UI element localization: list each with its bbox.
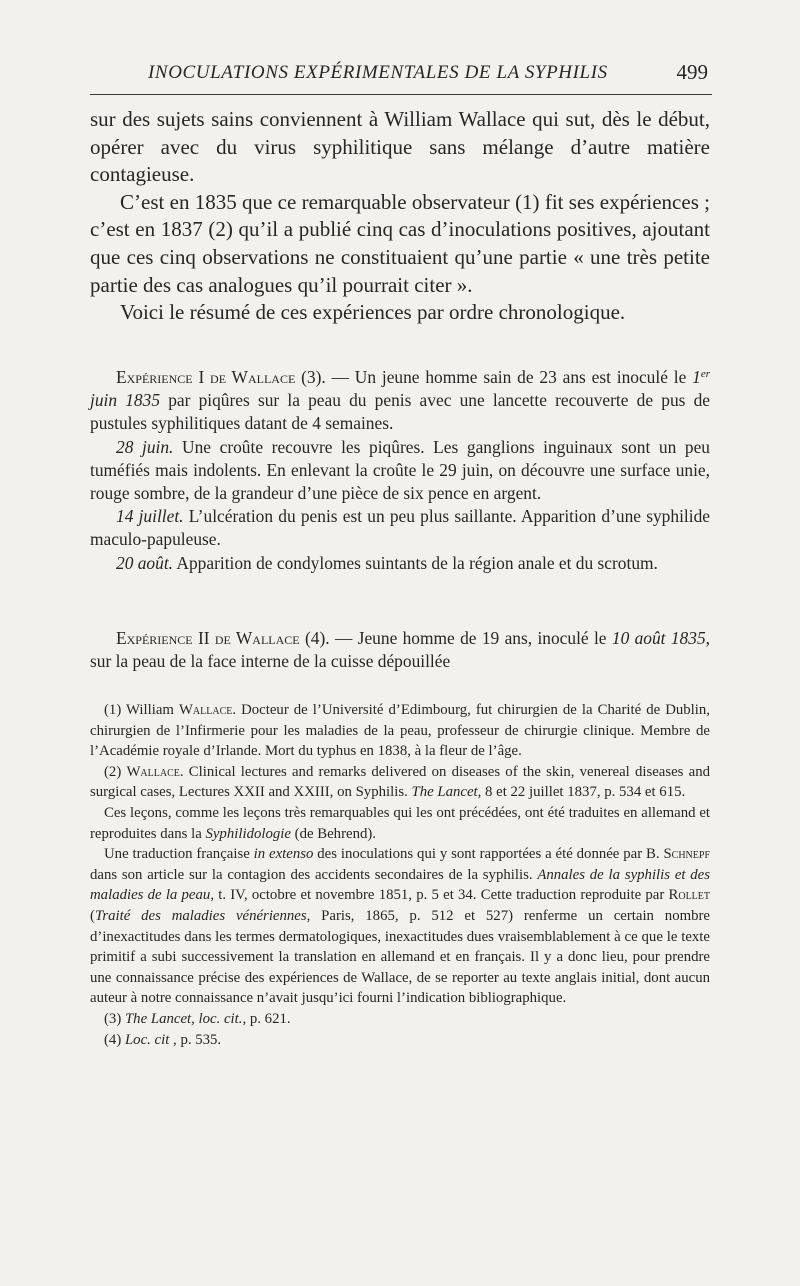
footnote-1-number: (1) William	[104, 702, 179, 718]
experience-2-text: — Jeune homme de 19 ans, inoculé le	[329, 628, 612, 648]
experience-2-paragraph-1	[90, 627, 710, 673]
footnote-2-text-a: . Clinical lectures and remarks delivered on diseases of the skin, venereal diseases and surgical cases, Lectures XXII and XXIII, on Syphilis.	[90, 763, 710, 801]
experience-1-text-d: L’ulcération du penis est un peu plus saillante. Apparition d’une syphilide maculo-papuleuse.	[90, 506, 710, 550]
footnote-2-continued-2	[90, 844, 710, 1009]
footnote-2-journal: The Lancet	[411, 784, 478, 801]
footnote-2-p3-text-b: des inoculations qui y sont rapportées a été donnée par B.	[313, 846, 664, 863]
footnote-2-p3-annales: Annales de la syphilis et des maladies de la peau	[90, 866, 711, 904]
footnote-3	[90, 1009, 710, 1030]
intro-text	[90, 106, 710, 327]
experience-1-text: — Un jeune homme sain de 23 ans est inoculé le	[325, 367, 693, 387]
footnote-2-p3-rollet: Rollet	[668, 887, 711, 904]
footnote-2	[90, 762, 710, 803]
experience-1-text-b: par piqûres sur la peau du penis avec une lancette recouverte de pus de pustules syphilitiques datant de 4 semaines.	[90, 390, 710, 434]
footnote-4	[90, 1030, 710, 1051]
footnote-4-text: , p. 535.	[169, 1031, 222, 1048]
footnote-3-source: The Lancet, loc. cit.	[124, 1010, 243, 1027]
experience-1-text-e: Apparition de condylomes suintants de la région anale et du scrotum.	[173, 552, 658, 573]
experience-2-text-b: , sur la peau de la face interne de la cuisse dépouillée	[90, 628, 710, 672]
intro-paragraph-1: sur des sujets sains conviennent à William Wallace qui sut, dès le début, opérer avec du virus syphilitique sans mélange d’autre matière contagieuse.	[90, 107, 710, 187]
experience-2-date-1: 10 août 1835	[611, 628, 706, 648]
footnote-1	[90, 700, 710, 762]
experience-1-heading: Expérience I de Wallace	[116, 367, 296, 387]
footnote-4-source: Loc. cit	[124, 1031, 170, 1048]
footnote-2-p3-text-a: Une traduction française	[104, 846, 254, 863]
experience-1-paragraph-4	[90, 552, 710, 575]
experience-1-paragraph-2	[90, 436, 710, 506]
experience-2	[90, 627, 710, 673]
footnote-2-p3-extenso: in extenso	[253, 846, 314, 863]
page-header	[90, 54, 712, 95]
intro-paragraph-2: C’est en 1835 que ce remarquable observateur (1) fit ses expériences ; c’est en 1837 (2) qu’il a publié cinq cas d’inoculations positives, ajoutant que ces cinq observations ne constituaient qu’une partie « une très petite partie des cas analogues qu’il pourrait citer ».	[90, 189, 710, 297]
experience-1	[90, 366, 710, 575]
intro-paragraph-3: Voici le résumé de ces expériences par ordre chronologique.	[120, 300, 626, 325]
experience-2-heading: Expérience II de Wallace	[116, 628, 300, 648]
footnote-2-continued-1	[90, 803, 710, 844]
footnote-2-p3-text-f: , Paris, 1865, p. 512 et 527) renferme un certain nombre d’inexactitudes dans les termes dermatologiques, inexactitudes dues vraisemblablement à ce que le texte primitif a subi successivement la translation en allemand et en français. Il y a donc lieu, pour prendre une connaissance précise des expériences de Wallace, de se reporter au texte anglais initial, dont aucun auteur à notre connaissance n’avait jusqu’ici fourni l’indication bibliographique.	[90, 907, 710, 1007]
experience-1-date-2: 28 juin.	[116, 436, 174, 457]
footnote-4-number: (4)	[104, 1031, 125, 1048]
page-number: 499	[676, 60, 708, 84]
footnote-2-p3-text-d: , t. IV, octobre et novembre 1851, p. 5 et 34. Cette traduction reproduite par	[210, 887, 669, 904]
footnotes	[90, 700, 710, 1050]
experience-1-date-4: 20 août.	[116, 552, 174, 573]
footnote-2-number: (2)	[104, 763, 127, 780]
experience-1-date-3: 14 juillet.	[116, 506, 184, 527]
date-1-day: 1	[692, 367, 701, 387]
footnote-3-number: (3)	[104, 1010, 125, 1027]
footnote-2-p3-text-c: dans son article sur la contagion des accidents secondaires de la syphilis.	[90, 866, 538, 883]
footnote-1-text: . Docteur de l’Université d’Edimbourg, fut chirurgien de la Charité de Dublin, chirurgien de l’Infirmerie pour les maladies de la peau, professeur de chirurgie clinique. Membre de l’Académie royale d’Irlande. Mort du typhus en 1838, à la fleur de l’âge.	[90, 702, 711, 760]
footnote-2-text-b: , 8 et 22 juillet 1837, p. 534 et 615.	[477, 784, 686, 801]
footnote-2-p2-text-b: (de Behrend).	[290, 825, 376, 842]
running-title: INOCULATIONS EXPÉRIMENTALES DE LA SYPHILIS	[148, 62, 608, 83]
experience-1-paragraph-3	[90, 505, 710, 551]
footnote-2-p3-traite: Traité des maladies vénériennes	[94, 907, 307, 924]
experience-1-paragraph-1	[90, 366, 710, 436]
experience-2-ref: (4).	[304, 628, 330, 648]
footnote-2-p3-schnepf: Schnepf	[663, 846, 711, 863]
experience-1-ref: (3).	[301, 367, 326, 387]
date-1-rest: juin 1835	[90, 390, 161, 411]
footnote-2-p2-journal: Syphilidologie	[205, 825, 291, 842]
experience-1-text-c: Une croûte recouvre les piqûres. Les ganglions inguinaux sont un peu tuméfiés mais indolents. En enlevant la croûte le 29 juin, on découvre une surface unie, rouge sombre, de la grandeur d’une pièce de six pence en argent.	[90, 436, 710, 504]
footnote-2-author: Wallace	[126, 763, 180, 780]
footnote-3-text: , p. 621.	[242, 1010, 291, 1027]
date-1-sup: er	[700, 368, 710, 380]
footnote-2-p3-text-e: (	[90, 907, 95, 924]
footnote-1-author: Wallace	[178, 702, 233, 718]
footnote-2-p2-text-a: Ces leçons, comme les leçons très remarquables qui les ont précédées, ont été traduites en allemand et reproduites dans la	[90, 804, 710, 842]
